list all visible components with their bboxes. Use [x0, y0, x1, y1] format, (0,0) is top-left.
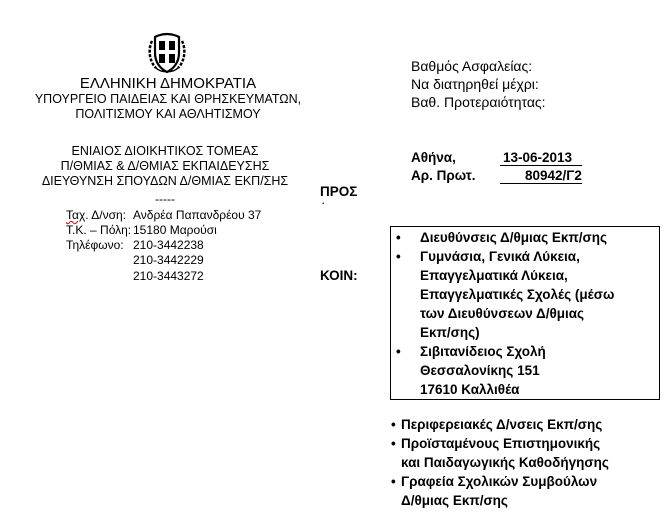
- to-label: ΠΡΟΣ: [320, 184, 358, 199]
- recipient-line: Περιφερειακές Δ/νσεις Εκπ/σης: [401, 417, 603, 432]
- protocol-underline: [500, 183, 582, 184]
- cc-recipient-item: [391, 415, 609, 434]
- cc-recipient-item: [391, 472, 609, 510]
- ministry-line-2: ΠΟΛΙΤΙΣΜΟΥ ΚΑΙ ΑΘΛΗΤΙΣΜΟΥ: [75, 107, 261, 121]
- cc-recipient-list: [391, 415, 609, 510]
- address-value: Ανδρέα Παπανδρέου 37: [133, 208, 262, 222]
- cc-recipient-item: [391, 434, 609, 472]
- protocol-label: Αρ. Πρωτ.: [411, 168, 476, 183]
- to-label-dot: ·: [321, 195, 326, 210]
- recipient-line: Διευθύνσεις Δ/θμιας Εκπ/σης: [420, 230, 607, 245]
- security-level-label: Βαθμός Ασφαλείας:: [411, 58, 533, 74]
- sector-line-3: ΔΙΕΥΘΥΝΣΗ ΣΠΟΥΔΩΝ Δ/ΘΜΙΑΣ ΕΚΠ/ΣΗΣ: [41, 174, 289, 188]
- phone-label: Τηλέφωνο:: [66, 238, 124, 252]
- recipient-line: Γραφεία Σχολικών Συμβούλων: [401, 474, 598, 489]
- recipient-line: Δ/θμιας Εκπ/σης: [401, 493, 508, 508]
- sector-line-2: Π/ΘΜΙΑΣ & Δ/ΘΜΙΑΣ ΕΚΠΑΙΔΕΥΣΗΣ: [60, 159, 270, 173]
- address-label-abbrev: Ταχ: [66, 208, 86, 222]
- ministry-line-1: ΥΠΟΥΡΓΕΙΟ ΠΑΙΔΕΙΑΣ ΚΑΙ ΘΡΗΣΚΕΥΜΑΤΩΝ,: [34, 92, 302, 106]
- recipient-line: Προϊσταμένους Επιστημονικής: [401, 436, 601, 451]
- postcode-value: 15180 Μαρούσι: [133, 223, 217, 237]
- bullet-icon: •: [391, 436, 396, 451]
- recipient-line: Εκπ/σης): [420, 325, 480, 340]
- postcode-label: Τ.Κ. – Πόλη:: [66, 223, 132, 237]
- recipient-line: Επαγγελματικές Σχολές (μέσω: [420, 287, 615, 302]
- greek-coat-of-arms-icon: [146, 31, 188, 75]
- sector-line-1: ΕΝΙΑΙΟΣ ΔΙΟΙΚΗΤΙΚΟΣ ΤΟΜΕΑΣ: [71, 144, 259, 158]
- phone-value-1: 210-3442238: [133, 238, 204, 252]
- recipient-line: Επαγγελματικά Λύκεια,: [420, 268, 568, 283]
- bullet-icon: •: [396, 230, 401, 245]
- bullet-icon: •: [391, 417, 396, 432]
- phone-value-3: 210-3443272: [133, 269, 204, 283]
- header-separator: -----: [155, 192, 175, 206]
- priority-label: Βαθ. Προτεραιότητας:: [411, 94, 546, 110]
- document-date: 13-06-2013: [503, 150, 573, 165]
- recipients-box: [390, 226, 660, 400]
- recipient-line: Γυμνάσια, Γενικά Λύκεια,: [420, 249, 580, 264]
- keep-until-label: Να διατηρηθεί μέχρι:: [411, 76, 539, 92]
- bullet-icon: •: [396, 249, 401, 264]
- bullet-icon: •: [396, 344, 401, 359]
- cc-label: ΚΟΙΝ:: [320, 268, 358, 283]
- recipient-line: Σιβιτανίδειος Σχολή: [420, 344, 546, 359]
- recipient-line: και Παιδαγωγικής Καθοδήγησης: [401, 455, 609, 470]
- bullet-icon: •: [391, 474, 396, 489]
- place-label: Αθήνα,: [411, 150, 456, 165]
- address-label-rest: . Δ/νση:: [85, 208, 127, 222]
- address-label: [66, 209, 126, 222]
- to-recipient-item: [396, 342, 614, 399]
- recipient-line: 17610 Καλλιθέα: [420, 382, 520, 397]
- to-recipient-item: [396, 228, 614, 247]
- recipient-line: Θεσσαλονίκης 151: [420, 363, 540, 378]
- to-recipient-list: [396, 228, 614, 399]
- to-recipient-item: [396, 247, 614, 342]
- republic-title: ΕΛΛΗΝΙΚΗ ΔΗΜΟΚΡΑΤΙΑ: [79, 75, 257, 92]
- recipient-line: των Διευθύνσεων Δ/θμιας: [420, 306, 585, 321]
- phone-value-2: 210-3442229: [133, 253, 204, 267]
- protocol-number: 80942/Γ2: [525, 168, 582, 183]
